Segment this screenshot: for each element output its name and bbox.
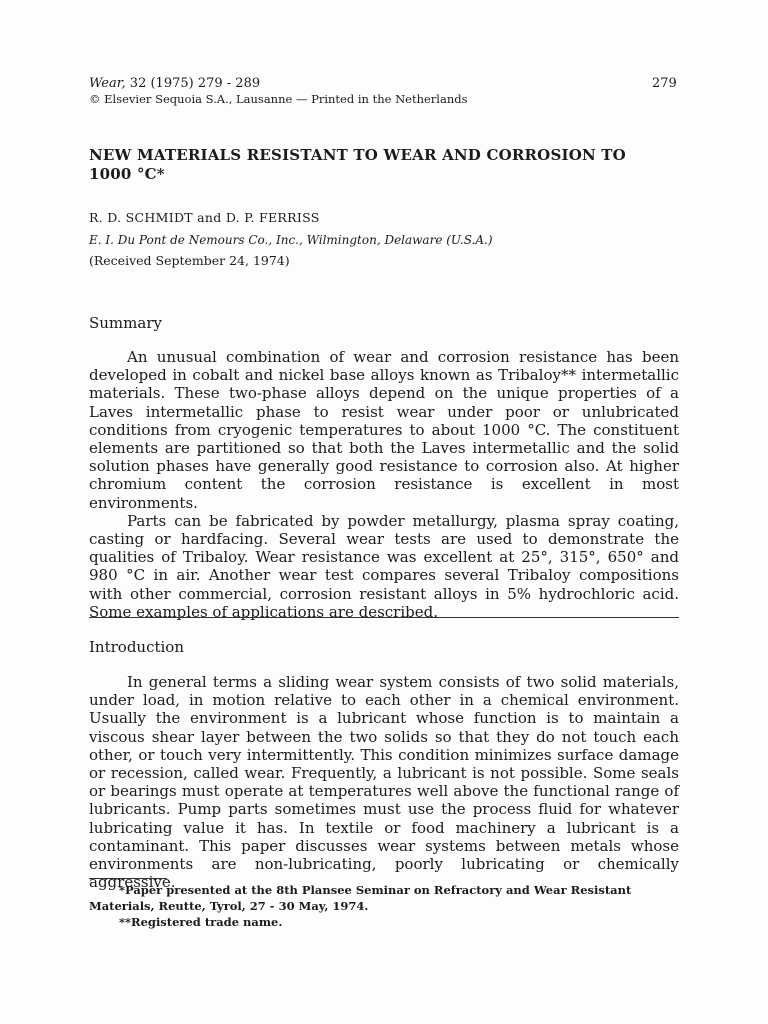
introduction-heading: Introduction [89, 638, 184, 656]
publisher-line: © Elsevier Sequoia S.A., Lausanne — Printed in the Netherlands [89, 92, 468, 106]
summary-paragraph: Parts can be fabricated by powder metallurgy, plasma spray coating, casting or hardfacing. Several wear tests are used to demonstrate the qualities of Tribaloy. Wear resistance was excellent at 25°, 315°, 650° and 980 °C in air. Another wear test compares several Tribaloy compositions with other commercial, corrosion resistant alloys in 5% hydrochloric acid. Some examples of applications are described. [89, 511, 679, 621]
affiliation: E. I. Du Pont de Nemours Co., Inc., Wilmington, Delaware (U.S.A.) [89, 233, 493, 247]
section-divider [89, 617, 679, 618]
summary-body [89, 348, 679, 621]
received-date: (Received September 24, 1974) [89, 253, 290, 268]
footnote-1-cont: Materials, Reutte, Tyrol, 27 - 30 May, 1974. [89, 899, 369, 913]
journal-name: Wear, [89, 76, 126, 91]
footnote-2: **Registered trade name. [119, 915, 283, 929]
footnotes [89, 882, 679, 930]
journal-volume-pages: 32 (1975) 279 - 289 [125, 76, 261, 91]
article-title: NEW MATERIALS RESISTANT TO WEAR AND CORROSION TO 1000 °C* [89, 146, 626, 183]
introduction-paragraph: In general terms a sliding wear system consists of two solid materials, under load, in motion relative to each other in a chemical environment. Usually the environment is a lubricant whose function is to maintain a viscous shear layer between the two solids so that they do not touch each other, or touch very intermittently. This condition minimizes surface damage or recession, called wear. Frequently, a lubricant is not possible. Some seals or bearings must operate at temperatures well above the functional range of lubricants. Pump parts sometimes must use the process fluid for whatever lubricating value it has. In textile or food machinery a lubricant is a contaminant. This paper discusses wear systems between metals whose environments are non-lubricating, poorly lubricating or chemically aggressive. [89, 673, 679, 892]
introduction-body [89, 673, 679, 891]
page-number: 279 [652, 76, 677, 91]
summary-paragraph: An unusual combination of wear and corrosion resistance has been developed in cobalt and nickel base alloys known as Tribaloy** intermetallic materials. These two-phase alloys depend on the unique properties of a Laves intermetallic phase to resist wear under poor or unlubricated conditions from cryogenic temperatures to about 1000 °C. The constituent elements are partitioned so that both the Laves intermetallic and the solid solution phases have generally good resistance to corrosion also. At higher chromium content the corrosion resistance is excellent in most environments. [89, 348, 679, 512]
summary-heading: Summary [89, 314, 162, 332]
footnote-divider [89, 878, 167, 879]
journal-citation [89, 76, 260, 92]
authors: R. D. SCHMIDT and D. P. FERRISS [89, 210, 320, 225]
footnote-1: *Paper presented at the 8th Plansee Seminar on Refractory and Wear Resistant [119, 883, 632, 897]
